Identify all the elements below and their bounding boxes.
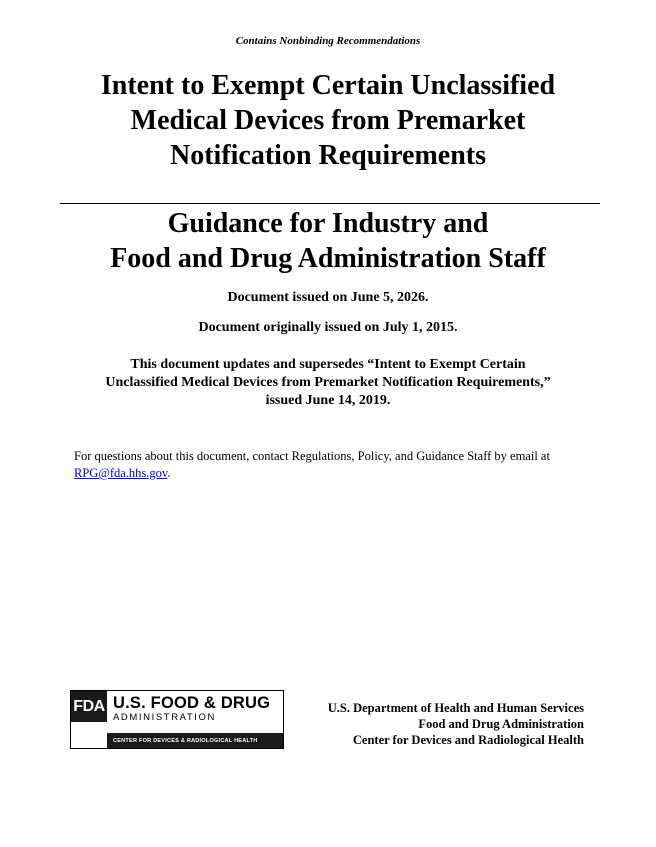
agency-line: Food and Drug Administration <box>418 717 584 731</box>
contact-paragraph <box>74 448 594 482</box>
fda-mark-icon: FDA <box>71 691 107 722</box>
document-title <box>0 68 656 173</box>
original-issued-date: Document originally issued on July 1, 2015. <box>198 320 458 335</box>
agency-line: U.S. Department of Health and Human Services <box>327 701 584 715</box>
subtitle-line: Food and Drug Administration Staff <box>110 243 546 274</box>
title-line: Medical Devices from Premarket <box>130 105 526 136</box>
supersedes-line: issued June 14, 2019. <box>265 393 391 408</box>
title-line: Notification Requirements <box>170 140 486 171</box>
title-line: Intent to Exempt Certain Unclassified <box>100 70 556 101</box>
logo-administration: ADMINISTRATION <box>113 712 216 723</box>
contact-email-link[interactable]: RPG@fda.hhs.gov <box>74 466 168 480</box>
contact-trailing: . <box>167 466 171 480</box>
logo-agency-name: U.S. FOOD & DRUG <box>113 694 271 712</box>
agency-block <box>328 700 584 748</box>
supersedes-line: Unclassified Medical Devices from Premarket Notification Requirements,” <box>105 375 551 390</box>
title-divider <box>60 203 600 204</box>
subtitle-line: Guidance for Industry and <box>167 208 489 239</box>
issued-date: Document issued on June 5, 2026. <box>227 290 429 305</box>
supersedes-line: This document updates and supersedes “Intent to Exempt Certain <box>130 357 526 372</box>
supersedes-notice <box>0 356 656 410</box>
header-note: Contains Nonbinding Recommendations <box>235 35 421 47</box>
agency-line: Center for Devices and Radiological Health <box>352 733 584 747</box>
logo-center-band: CENTER FOR DEVICES & RADIOLOGICAL HEALTH <box>107 733 283 748</box>
document-subtitle <box>0 206 656 276</box>
contact-text: For questions about this document, contact Regulations, Policy, and Guidance Staff by email at <box>74 449 550 463</box>
fda-logo <box>70 690 284 749</box>
